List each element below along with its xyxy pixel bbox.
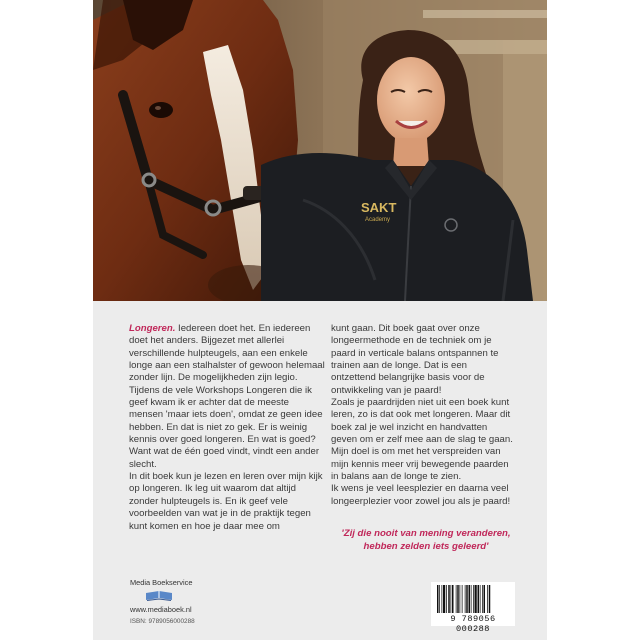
barcode-digits: 9 789056 000288: [450, 614, 496, 634]
barcode-bar: [462, 585, 463, 613]
paragraph: In dit boek kun je lezen en leren over mijn kijk op longeren. Ik leg uit waarom dat altijd zonder hulpteugels is. En ik geef vele voorbeelden van wat je in de praktijk tegen kunt komen en hoe je daar mee om: [129, 471, 323, 532]
barcode-bar: [456, 585, 457, 613]
publisher-website: www.mediaboek.nl: [130, 605, 192, 614]
barcode-bar: [448, 585, 450, 613]
barcode-bar: [451, 585, 452, 613]
barcode-bar: [473, 585, 474, 613]
jacket-logo: SAKT: [361, 200, 397, 215]
barcode-bar: [466, 585, 468, 613]
barcode-bar: [443, 585, 445, 613]
barcode-bar: [487, 585, 488, 613]
isbn: ISBN: 9789056000288: [130, 618, 195, 625]
book-back-cover: [93, 0, 547, 640]
paragraph: [129, 323, 325, 385]
barcode-bar: [478, 585, 480, 613]
barcode-bar: [475, 585, 477, 613]
paragraph: Zoals je paardrijden niet uit een boek kunt leren, zo is dat ook met longeren. Maar dit boek zal je wel inzicht en handvatten geven om er zelf mee aan de slag te gaan. Mijn doel is om met het verspreiden van mijn kennis meer vrij bewegende paarden in balans aan de longe te zien.: [331, 397, 513, 483]
barcode-bar: [457, 585, 459, 613]
paragraph-text: Iedereen doet het. En iedereen doet het anders. Bijgezet met allerlei verschillende hulpteugels, aan een enkele longe aan een stalhalster of gewoon helemaal zonder lijn. De mogelijkheden zijn legio.: [129, 323, 325, 384]
barcode-bar: [460, 585, 461, 613]
publisher-block: [130, 578, 195, 627]
barcode-bar: [452, 585, 454, 613]
text-column-right: [331, 323, 513, 508]
barcode-bar: [484, 585, 486, 613]
paragraph: Tijdens de vele Workshops Longeren die ik geef kwam ik er achter dat de meeste mensen 'maar iets doen', omdat ze geen idee hebben. En dat is niet zo gek. Er is weinig kennis over goed longeren. En wat is goed? Want wat de één goed vindt, vindt een ander slecht.: [129, 384, 323, 470]
jacket-logo-sub: Academy: [365, 217, 391, 223]
book-icon: [144, 590, 174, 602]
barcode: [431, 582, 515, 634]
quote: 'Zij die nooit van mening veranderen, hebben zelden iets geleerd': [341, 528, 511, 552]
photo-illustration: [93, 0, 547, 301]
barcode-bar: [482, 585, 483, 613]
barcode-bar: [442, 585, 443, 613]
barcode-bar: [465, 585, 466, 613]
paragraph: Ik wens je veel leesplezier en daarna veel longeerplezier voor zowel jou als je paard!: [331, 483, 511, 507]
text-column-left: [129, 323, 325, 533]
lead-word: Longeren.: [129, 323, 176, 334]
barcode-bar: [480, 585, 481, 613]
publisher-name: Media Boekservice: [130, 578, 193, 587]
barcode-bar: [471, 585, 472, 613]
barcode-bar: [437, 585, 439, 613]
barcode-bar: [489, 585, 491, 613]
paragraph: kunt gaan. Dit boek gaat over onze longeermethode en de techniek om je paard in verticale balans ontspannen te trainen aan de longe. Dat is een ontzettend belangrijke basis voor de ontwikkeling van je paard!: [331, 323, 499, 396]
barcode-bar: [469, 585, 471, 613]
barcode-bar: [446, 585, 447, 613]
barcode-bars: [437, 585, 509, 613]
barcode-bar: [439, 585, 440, 613]
cover-photo: [93, 0, 547, 301]
